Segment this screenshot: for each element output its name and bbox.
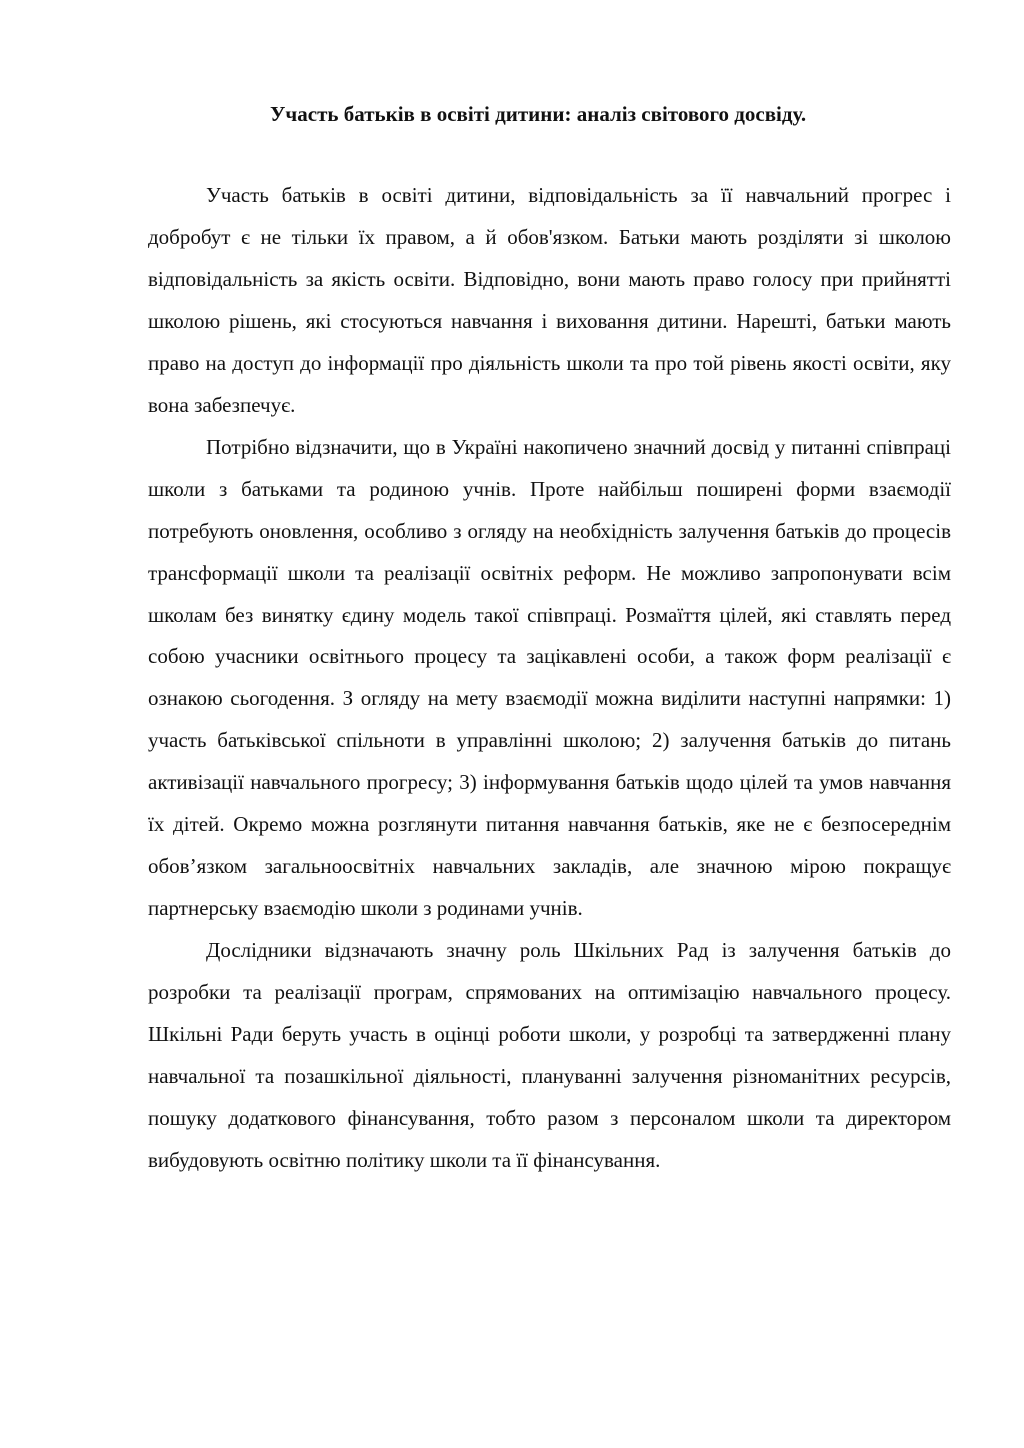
paragraph-parent-participation: Участь батьків в освіті дитини, відповідальність за її навчальний прогрес і добробут є не тільки їх правом, а й обов'язком. Батьки мають розділяти зі школою відповідальність за якість освіти. Відповідно, вони мають право голосу при прийнятті школою рішень, які стосуються навчання і виховання дитини. Нарешті, батьки мають право на доступ до інформації про діяльність школи та про той рівень якості освіти, яку вона забезпечує. (148, 183, 951, 417)
paragraph-school-councils: Дослідники відзначають значну роль Шкільних Рад із залучення батьків до розробки та реалізації програм, спрямованих на оптимізацію навчального процесу. Шкільні Ради беруть участь в оцінці роботи школи, у розробці та затвердженні плану навчальної та позашкільної діяльності, плануванні залучення різноманітних ресурсів, пошуку додаткового фінансування, тобто разом з персоналом школи та директором вибудовують освітню політику школи та її фінансування. (148, 938, 951, 1172)
document-body (148, 175, 951, 1182)
paragraph-ukraine-experience: Потрібно відзначити, що в Україні накопичено значний досвід у питанні співпраці школи з батьками та родиною учнів. Проте найбільш поширені форми взаємодії потребують оновлення, особливо з огляду на необхідність залучення батьків до процесів трансформації школи та реалізації освітніх реформ. Не можливо запропонувати всім школам без винятку єдину модель такої співпраці. Розмаїття цілей, які ставлять перед собою учасники освітнього процесу та зацікавлені особи, а також форм реалізації є ознакою сьогодення. З огляду на мету взаємодії можна виділити наступні напрямки: 1) участь батьківської спільноти в управлінні школою; 2) залучення батьків до питань активізації навчального прогресу; 3) інформування батьків щодо цілей та умов навчання їх дітей. Окремо можна розглянути питання навчання батьків, яке не є безпосереднім обов’язком загальноосвітніх навчальних закладів, але значною мірою покращує партнерську взаємодію школи з родинами учнів. (148, 434, 951, 921)
document-title: Участь батьків в освіті дитини: аналіз світового досвіду. (270, 102, 807, 126)
